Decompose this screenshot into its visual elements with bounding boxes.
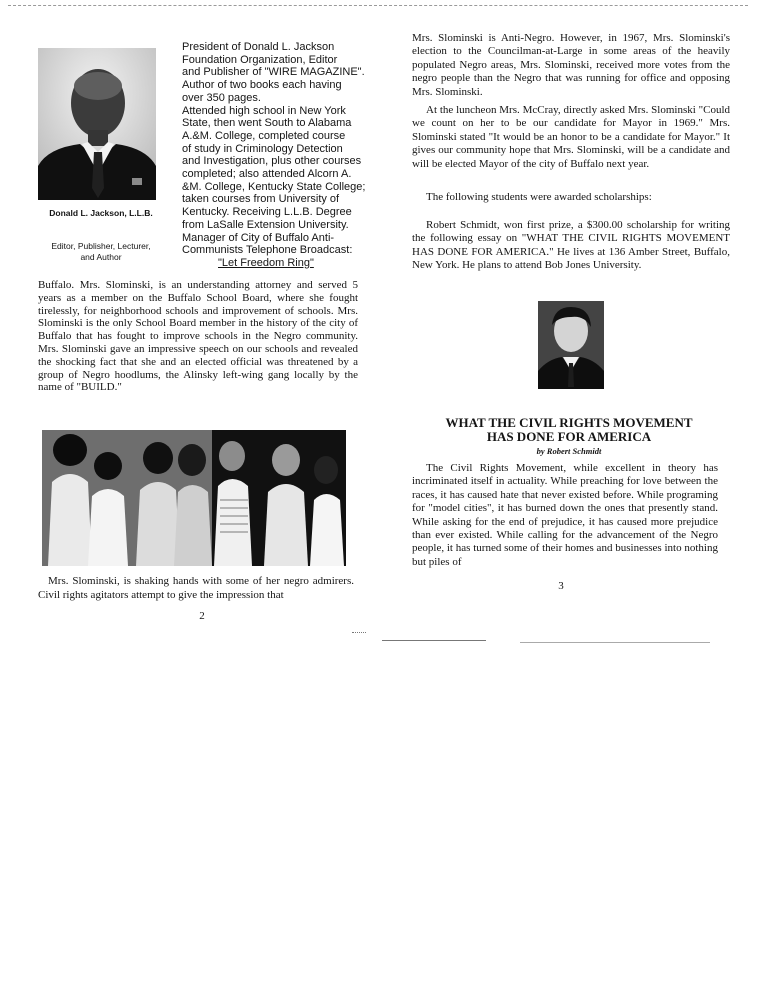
photo-caption-role <box>36 241 166 262</box>
author-bio <box>182 41 378 270</box>
page-number-right: 3 <box>558 580 564 592</box>
luncheon-paragraph: At the luncheon Mrs. McCray, directly asked Mrs. Slominski "Could we count on her to be our candidate for Mayor in 1969." Mrs. Slominski stated "It would be an honor to be a candidate for Mayor." It gives our community hope that Mrs. Slominski, will be a candidate and will be elected Mayor of the city of Buffalo next year. <box>412 104 730 170</box>
group-handshake-photo <box>42 430 346 566</box>
bio-line: &M. College, Kentucky State College; <box>182 180 366 193</box>
scholarships-intro: The following students were awarded scholarships: <box>426 191 652 203</box>
bio-line: and Publisher of "WIRE MAGAZINE". <box>182 66 365 79</box>
bio-line: Foundation Organization, Editor <box>182 53 338 66</box>
bio-line: over 350 pages. <box>182 91 261 104</box>
caption-role-line: and Author <box>80 251 122 262</box>
essay-byline: by Robert Schmidt <box>536 446 602 456</box>
bio-line: from LaSalle Extension University. <box>182 218 349 231</box>
bio-line: Attended high school in New York <box>182 104 346 117</box>
bio-line: President of Donald L. Jackson <box>182 41 335 53</box>
bottom-rule-segment <box>382 640 486 641</box>
bottom-rule-segment <box>520 642 710 643</box>
bio-line: of study in Criminology Detection <box>182 142 343 155</box>
bottom-rule-mark <box>352 632 366 633</box>
top-dotted-border <box>8 5 748 6</box>
bio-line: completed; also attended Alcorn A. <box>182 168 352 181</box>
essay-title-line: HAS DONE FOR AMERICA <box>486 429 652 444</box>
bio-line: Kentucky. Receiving L.L.B. Degree <box>182 206 352 219</box>
slominski-paragraph: Buffalo. Mrs. Slominski, is an understanding attorney and served 5 years as a member on the Buffalo School Board, where she fought tirelessly, for neighborhood schools and improvement of schools. Mrs. Slominski is the only School Board member in the history of the city of Buffalo that has fought to improve schools in the Negro community. Mrs. Slominski gave an impressive speech on our schools and revealed the shocking fact that she and an elected official was threatened by a group of Negro hoodlums, the Alinsky left-wing gang locally by the name of "BUILD." <box>38 279 358 394</box>
photo-caption-name: Donald L. Jackson, L.L.B. <box>49 208 153 218</box>
anti-negro-paragraph: Mrs. Slominski is Anti-Negro. However, in 1967, Mrs. Slominski's election to the Councilman-at-Large in some areas of the heavily populated Negro areas, Mrs. Slominski, received more votes from the negro people than the Negro that was running for office and opposing Mrs. Slominski. <box>412 32 730 98</box>
bio-line: Manager of City of Buffalo Anti- <box>182 231 335 244</box>
page-number-left: 2 <box>199 610 205 622</box>
robert-schmidt-paragraph: Robert Schmidt, won first prize, a $300.00 scholarship for writing the following essay on "WHAT THE CIVIL RIGHTS MOVEMENT HAS DONE FOR AMERICA." He lives at 136 Amber Street, Buffalo, New York. He plans to attend Bob Jones University. <box>412 219 730 272</box>
broadcast-title: "Let Freedom Ring" <box>218 256 314 269</box>
bio-line: Communists Telephone Broadcast: <box>182 244 353 257</box>
caption-role-line: Editor, Publisher, Lecturer, <box>51 241 151 251</box>
bio-line: State, then went South to Alabama <box>182 117 352 130</box>
portrait-photo-donald-jackson <box>38 48 156 200</box>
group-photo-caption: Mrs. Slominski, is shaking hands with some of her negro admirers. Civil rights agitators attempt to give the impression that <box>38 575 354 601</box>
essay-title-line: WHAT THE CIVIL RIGHTS MOVEMENT <box>445 415 693 430</box>
bio-line: taken courses from University of <box>182 193 340 206</box>
essay-paragraph: The Civil Rights Movement, while excellent in theory has incriminated itself in actuality. While preaching for love between the races, it has caused hate that never existed before. While programing for "model cities", it has burned down the ones that presently stand. While asking for the end of prejudice, it has caused more prejudice than ever existed. While calling for the advancement of the Negro people, it has turned some of their homes and businesses into nothing but piles of <box>412 462 718 568</box>
bio-line: and Investigation, plus other courses <box>182 155 362 168</box>
essay-title <box>412 416 726 444</box>
bio-line: Author of two books each having <box>182 79 342 92</box>
portrait-photo-robert-schmidt <box>538 301 604 389</box>
bio-line: A.&M. College, completed course <box>182 129 346 142</box>
